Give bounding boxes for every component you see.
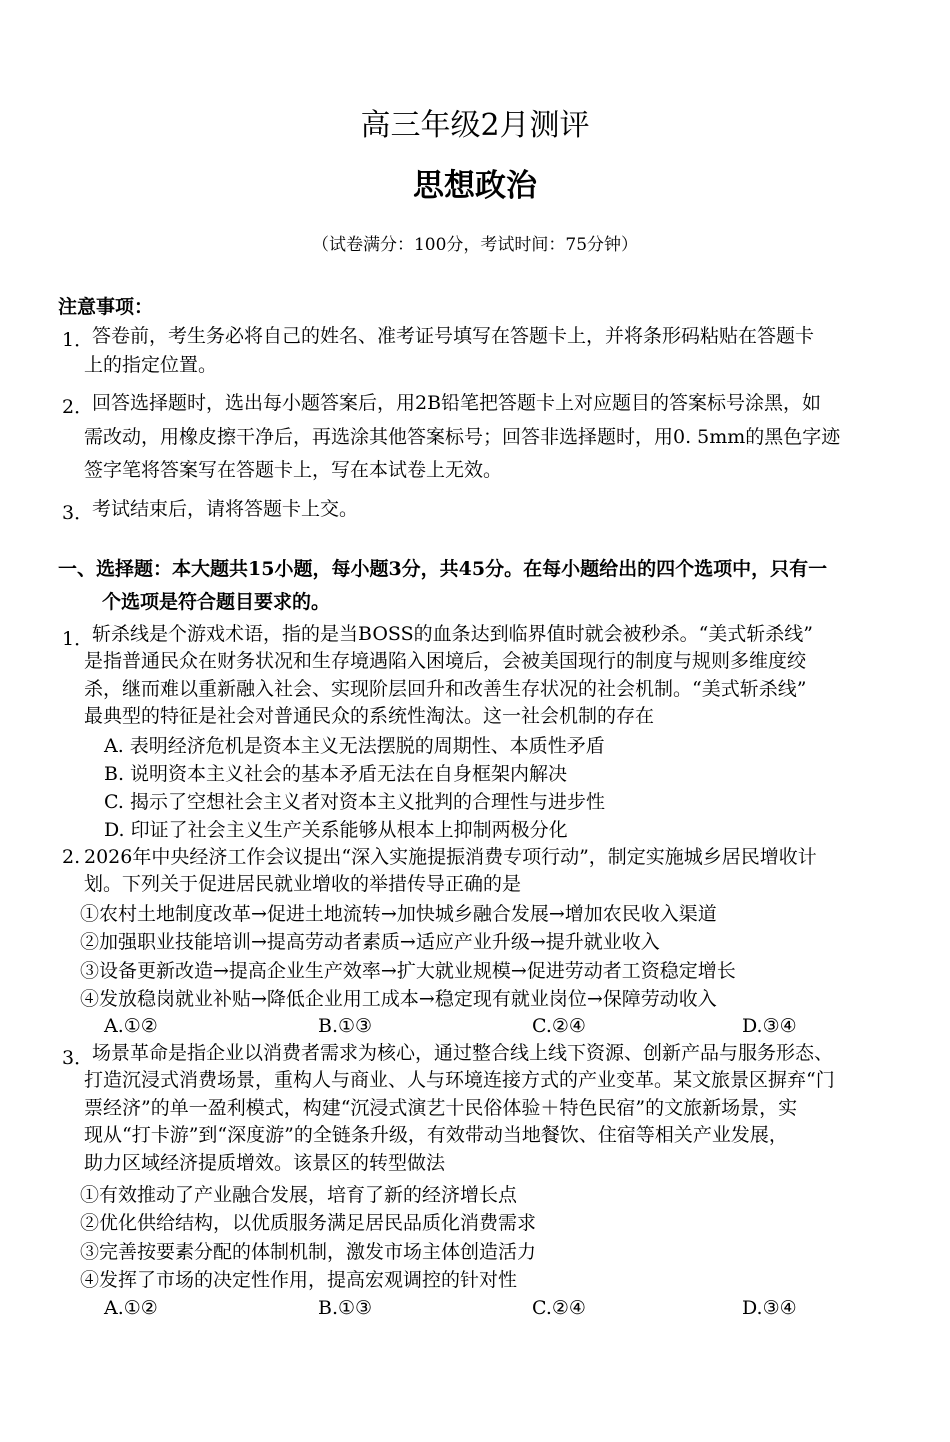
statement: ①农村土地制度改革→促进土地流转→加快城乡融合发展→增加农民收入渠道 [80, 903, 717, 925]
answer-option: D. 印证了社会主义生产关系能够从根本上抑制两极分化 [104, 819, 568, 841]
question-line: 助力区域经济提质增效。该景区的转型做法 [84, 1152, 446, 1174]
question-line: 划。下列关于促进居民就业增收的举措传导正确的是 [84, 873, 522, 895]
notice-item-line: 回答选择题时，选出每小题答案后，用2B铅笔把答题卡上对应题目的答案标号涂黑，如 [92, 392, 822, 414]
notice-item-line: 考试结束后，请将答题卡上交。 [92, 498, 359, 520]
choice-a: A.①② [104, 1015, 158, 1037]
notice-item-num: 2． [62, 396, 94, 418]
question-line: 票经济”的单一盈利模式，构建“沉浸式演艺十民俗体验＋特色民宿”的文旅新场景，实 [84, 1097, 798, 1119]
choice-b: B.①③ [318, 1015, 373, 1037]
notice-item-num: 1． [62, 329, 94, 351]
notice-item-line: 需改动，用橡皮擦干净后，再选涂其他答案标号；回答非选择题时，用0. 5mm的黑色字迹 [84, 426, 841, 448]
answer-option: A. 表明经济危机是资本主义无法摆脱的周期性、本质性矛盾 [104, 735, 605, 757]
question-number: 1． [62, 628, 94, 650]
section-heading-line: 个选项是符合题目要求的。 [102, 591, 331, 613]
choice-c: C.②④ [532, 1297, 586, 1319]
question-line: 2026年中央经济工作会议提出“深入实施提振消费专项行动”，制定实施城乡居民增收计 [84, 846, 817, 868]
statement: ②优化供给结构，以优质服务满足居民品质化消费需求 [80, 1212, 537, 1234]
subject-title: 思想政治 [413, 168, 537, 204]
exam-meta: （试卷满分：100分，考试时间：75分钟） [311, 235, 639, 255]
choice-b: B.①③ [318, 1297, 373, 1319]
question-number: 3． [62, 1047, 94, 1069]
notice-item-line: 答卷前，考生务必将自己的姓名、准考证号填写在答题卡上，并将条形码粘贴在答题卡 [92, 325, 815, 347]
choice-d: D.③④ [742, 1297, 797, 1319]
statement: ③设备更新改造→提高企业生产效率→扩大就业规模→促进劳动者工资稳定增长 [80, 960, 736, 982]
notice-item-line: 签字笔将答案写在答题卡上，写在本试卷上无效。 [84, 459, 503, 481]
question-line: 最典型的特征是社会对普通民众的系统性淘汰。这一社会机制的存在 [84, 705, 655, 727]
question-line: 是指普通民众在财务状况和生存境遇陷入困境后，会被美国现行的制度与规则多维度绞 [84, 650, 807, 672]
question-line: 杀，继而难以重新融入社会、实现阶层回升和改善生存状况的社会机制。“美式斩杀线” [84, 678, 807, 700]
statement: ④发挥了市场的决定性作用，提高宏观调控的针对性 [80, 1269, 518, 1291]
choice-a: A.①② [104, 1297, 158, 1319]
notice-heading: 注意事项： [58, 296, 154, 318]
question-line: 斩杀线是个游戏术语，指的是当BOSS的血条达到临界值时就会被秒杀。“美式斩杀线” [92, 623, 814, 645]
statement: ①有效推动了产业融合发展，培育了新的经济增长点 [80, 1184, 518, 1206]
statement: ④发放稳岗就业补贴→降低企业用工成本→稳定现有就业岗位→保障劳动收入 [80, 988, 717, 1010]
answer-option: C. 揭示了空想社会主义者对资本主义批判的合理性与进步性 [104, 791, 605, 813]
choice-d: D.③④ [742, 1015, 797, 1037]
statement: ②加强职业技能培训→提高劳动者素质→适应产业升级→提升就业收入 [80, 931, 660, 953]
statement: ③完善按要素分配的体制机制，激发市场主体创造活力 [80, 1241, 537, 1263]
question-line: 现从“打卡游”到“深度游”的全链条升级，有效带动当地餐饮、住宿等相关产业发展， [84, 1124, 788, 1146]
notice-item-num: 3． [62, 502, 94, 524]
question-line: 打造沉浸式消费场景，重构人与商业、人与环境连接方式的产业变革。某文旅景区摒弃“门 [84, 1069, 835, 1091]
notice-item-line: 上的指定位置。 [84, 354, 218, 376]
answer-option: B. 说明资本主义社会的基本矛盾无法在自身框架内解决 [104, 763, 568, 785]
section-heading-line: 一、选择题：本大题共15小题，每小题3分，共45分。在每小题给出的四个选项中，只有一 [58, 558, 828, 580]
question-line: 场景革命是指企业以消费者需求为核心，通过整合线上线下资源、创新产品与服务形态、 [92, 1042, 834, 1064]
exam-title: 高三年级2月测评 [360, 108, 590, 143]
question-number: 2. [62, 846, 81, 868]
choice-c: C.②④ [532, 1015, 586, 1037]
